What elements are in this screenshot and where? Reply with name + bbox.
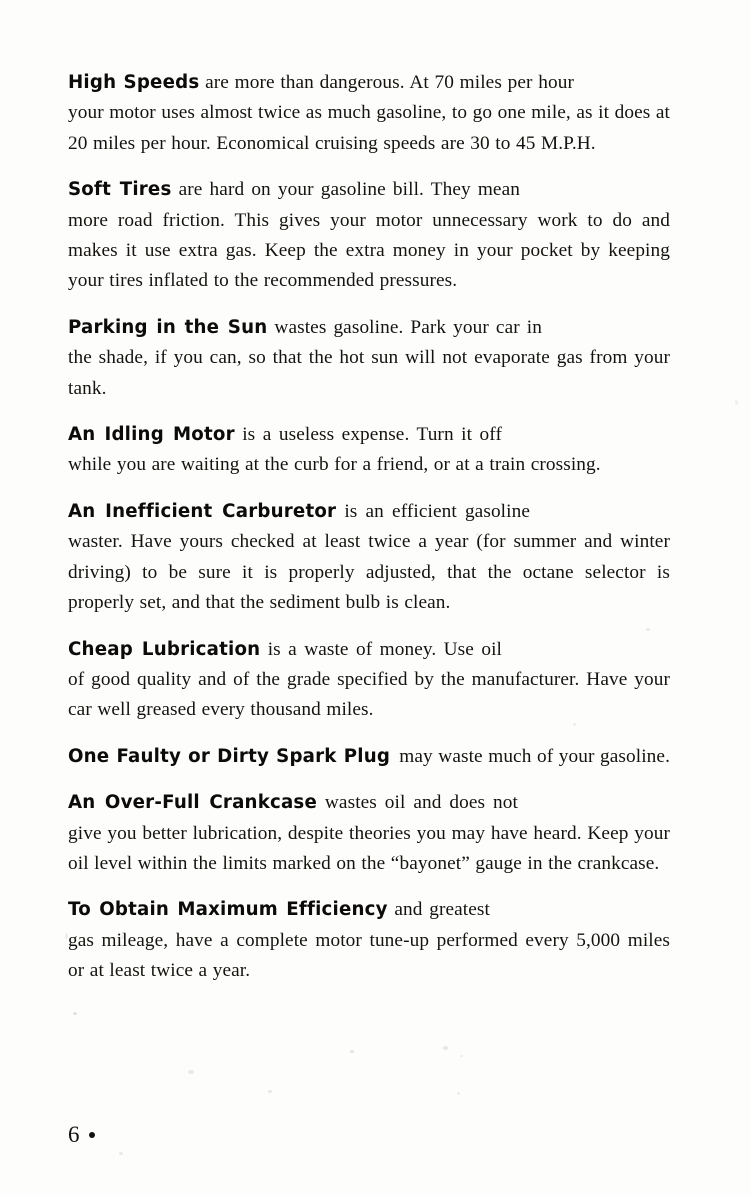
scan-speck — [350, 1050, 354, 1053]
scan-speck — [73, 1012, 77, 1015]
tip-paragraph-maximum-efficiency — [68, 895, 670, 986]
tip-paragraph-spark-plug — [68, 742, 670, 772]
scan-speck — [443, 1046, 448, 1050]
scan-speck — [119, 1152, 123, 1155]
tip-body: is an efficient gasoline waster. Have yours checked at least twice a year (for summer and winter driving) to be sure it is properly adjusted, that the octane selector is properly set, and that the sediment bulb is clean. — [68, 500, 670, 614]
tip-body: and greatest gas mileage, have a complete motor tune-up performed every 5,000 miles or at least twice a year. — [68, 899, 670, 982]
tip-body: is a useless expense. Turn it off while you are waiting at the curb for a friend, or at a train crossing. — [68, 424, 601, 476]
tip-lead-in: An Inefficient Carburetor — [68, 500, 337, 522]
tip-lead-in: Soft Tires — [68, 179, 172, 201]
tip-paragraph-an-idling-motor — [68, 420, 670, 481]
line-indent-spacer — [530, 497, 670, 527]
tip-lead-in: High Speeds — [68, 72, 200, 93]
scan-speck — [735, 400, 738, 405]
line-indent-spacer — [490, 895, 670, 925]
line-indent-spacer — [520, 175, 670, 205]
tip-lead-in: An Idling Motor — [68, 424, 235, 446]
scan-speck — [188, 1070, 194, 1074]
tip-paragraph-parking-in-the-sun — [68, 313, 670, 404]
line-indent-spacer — [542, 313, 670, 343]
scan-speck — [268, 1090, 272, 1093]
tip-paragraph-an-inefficient-carburetor — [68, 497, 670, 619]
tip-body: may waste much of your gasoline. — [399, 745, 670, 767]
tip-lead-in: To Obtain Maximum Efficiency — [68, 899, 388, 921]
tip-lead-in: Cheap Lubrication — [68, 638, 261, 660]
page-number — [68, 1122, 95, 1148]
line-indent-spacer — [574, 68, 670, 98]
tip-body: wastes oil and does not give you better lubrication, despite theories you may have heard. Keep your oil level within the limits marked on the “bayonet” gauge in the crankcase. — [68, 792, 670, 874]
tip-body: wastes gasoline. Park your car in the shade, if you can, so that the hot sun will not evaporate gas from your tank. — [68, 316, 670, 399]
line-indent-spacer — [518, 788, 670, 818]
page-number-bullet-icon — [89, 1132, 95, 1138]
tip-paragraph-cheap-lubrication — [68, 635, 670, 726]
line-indent-spacer — [502, 635, 670, 665]
tip-body: is a waste of money. Use oil of good quality and of the grade specified by the manufacturer. Have your car well greased every thousand miles. — [68, 638, 670, 721]
tip-body: are hard on your gasoline bill. They mean more road friction. This gives your motor unnecessary work to do and makes it use extra gas. Keep the extra money in your pocket by keeping your tires inflated to the recommended pressures. — [68, 179, 670, 292]
tip-paragraph-soft-tires — [68, 175, 670, 297]
tip-paragraph-over-full-crankcase — [68, 788, 670, 879]
tip-lead-in: An Over-Full Crankcase — [68, 792, 317, 814]
scan-speck — [457, 1092, 460, 1095]
tip-paragraph-high-speeds — [68, 68, 670, 159]
scan-speck — [460, 1055, 463, 1057]
tip-lead-in: Parking in the Sun — [68, 316, 268, 338]
tip-lead-in: One Faulty or Dirty Spark Plug — [68, 745, 391, 767]
page-number-value: 6 — [68, 1122, 80, 1147]
body-text-column — [68, 68, 670, 987]
tip-body: are more than dangerous. At 70 miles per hour your motor uses almost twice as much gasoline, to go one mile, as it does at 20 miles per hour. Economical cruising speeds are 30 to 45 M.P.H. — [68, 72, 670, 154]
line-indent-spacer — [502, 420, 670, 450]
